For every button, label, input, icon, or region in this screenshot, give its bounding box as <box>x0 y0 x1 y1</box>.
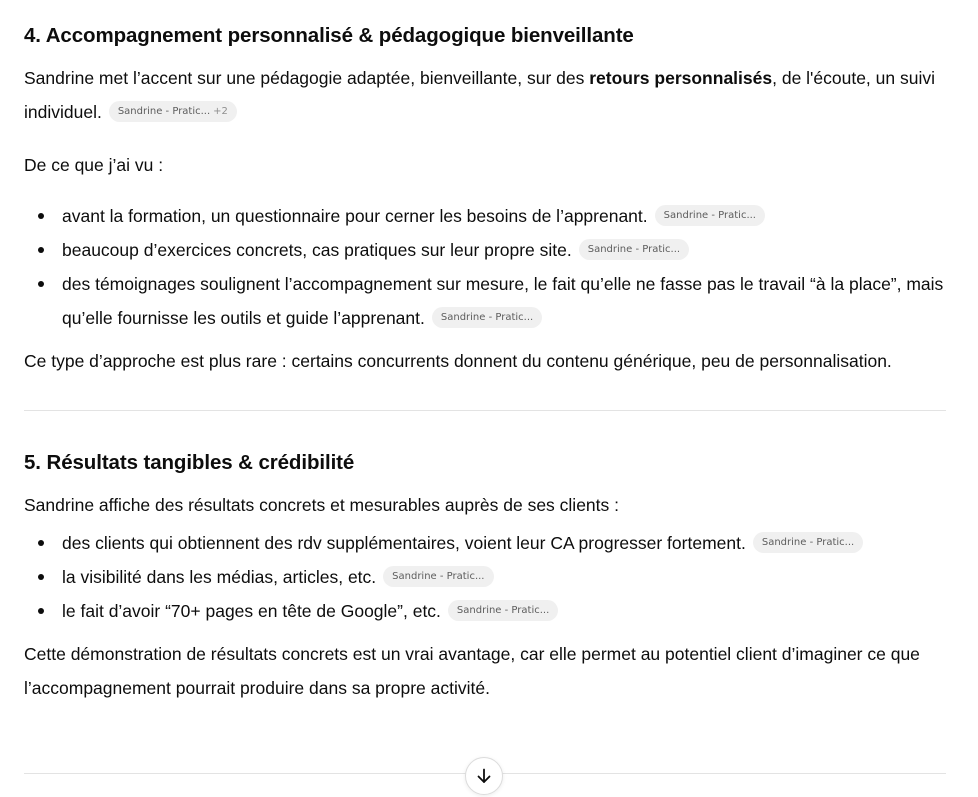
section-divider <box>24 410 946 411</box>
list-item <box>24 560 946 594</box>
intro-text-end: , de l'écoute, un suivi individuel. <box>24 68 935 122</box>
arrow-down-icon <box>475 767 493 785</box>
list-item-text: beaucoup d’exercices concrets, cas pratiques sur leur propre site. <box>62 240 572 260</box>
list-item-text: des témoignages soulignent l’accompagnement sur mesure, le fait qu’elle ne fasse pas le travail “à la place”, mais qu’elle fournisse les outils et guide l’apprenant. <box>62 274 944 328</box>
bullet-dot <box>38 574 44 580</box>
list-item <box>24 199 946 233</box>
bullet-dot <box>38 213 44 219</box>
section-heading: 4. Accompagnement personnalisé & pédagogique bienveillante <box>24 24 634 47</box>
list-item-text: la visibilité dans les médias, articles, etc. <box>62 567 377 587</box>
list-item-text: avant la formation, un questionnaire pour cerner les besoins de l’apprenant. <box>62 206 648 226</box>
section-heading: 5. Résultats tangibles & crédibilité <box>24 451 355 474</box>
list-item <box>24 526 946 560</box>
bullet-list <box>24 526 946 628</box>
lead-text: De ce que j’ai vu : <box>24 155 164 175</box>
scroll-to-bottom-button[interactable] <box>465 757 503 795</box>
section-intro <box>24 61 946 129</box>
citation-more-count: +2 <box>213 105 228 117</box>
bullet-dot <box>38 281 44 287</box>
source-citation-chip[interactable]: Sandrine - Pratic... <box>655 205 765 226</box>
section-intro: Sandrine affiche des résultats concrets et mesurables auprès de ses clients : <box>24 495 619 515</box>
intro-text: Sandrine met l’accent sur une pédagogie adaptée, bienveillante, sur des <box>24 68 590 88</box>
list-item <box>24 233 946 267</box>
bullet-dot <box>38 247 44 253</box>
bullet-dot <box>38 608 44 614</box>
list-item-text: le fait d’avoir “70+ pages en tête de Google”, etc. <box>62 601 441 621</box>
source-citation-chip[interactable]: Sandrine - Pratic... <box>579 239 689 260</box>
source-citation-chip[interactable]: Sandrine - Pratic... <box>432 307 542 328</box>
source-citation-chip[interactable]: Sandrine - Pratic... <box>753 532 863 553</box>
source-citation-chip[interactable]: Sandrine - Pratic... <box>383 566 493 587</box>
list-item <box>24 267 946 335</box>
citation-label: Sandrine - Pratic... <box>117 105 211 117</box>
chat-message-content <box>24 0 946 705</box>
section-conclusion: Ce type d’approche est plus rare : certains concurrents donnent du contenu générique, peu de personnalisation. <box>24 351 892 371</box>
list-item-text: des clients qui obtiennent des rdv supplémentaires, voient leur CA progresser fortement. <box>62 533 746 553</box>
intro-bold-text: retours personnalisés <box>589 68 773 88</box>
source-citation-chip[interactable]: Sandrine - Pratic... <box>448 600 558 621</box>
source-citation-chip[interactable] <box>109 101 237 122</box>
section-conclusion: Cette démonstration de résultats concrets est un vrai avantage, car elle permet au potentiel client d’imaginer ce que l’accompagnement pourrait produire dans sa propre activité. <box>24 644 920 698</box>
bullet-dot <box>38 540 44 546</box>
bullet-list <box>24 199 946 335</box>
list-item <box>24 594 946 628</box>
